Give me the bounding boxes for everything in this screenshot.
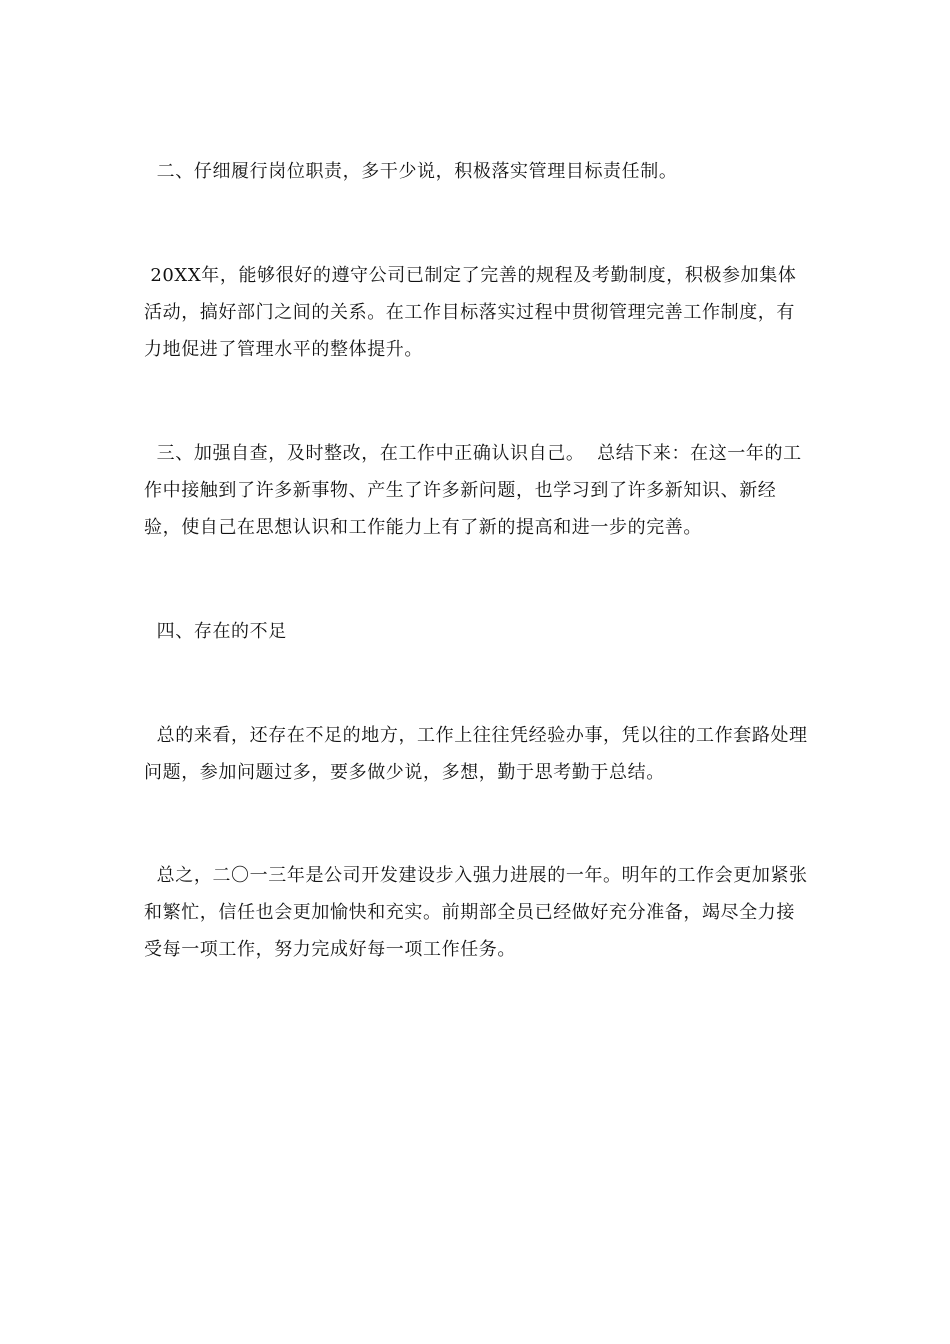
paragraph-conclusion: 总之，二〇一三年是公司开发建设步入强力进展的一年。明年的工作会更加紧张和繁忙，信任也会更加愉快和充实。前期部全员已经做好充分准备，竭尽全力接受每一项工作，努力完成好每一项工作任务。 [144, 865, 808, 960]
paragraph-self-inspection: 三、加强自查，及时整改，在工作中正确认识自己。 总结下来：在这一年的工作中接触到了许多新事物、产生了许多新问题，也学习到了许多新知识、新经验，使自己在思想认识和工作能力上有了新的提高和进一步的完善。 [144, 443, 802, 538]
paragraph-annual-compliance: 20XX年，能够很好的遵守公司已制定了完善的规程及考勤制度，积极参加集体活动，搞好部门之间的关系。在工作目标落实过程中贯彻管理完善工作制度，有力地促进了管理水平的整体提升。 [144, 265, 797, 360]
section-heading-duties: 二、仔细履行岗位职责，多干少说，积极落实管理目标责任制。 [144, 161, 678, 182]
section-heading-shortcomings: 四、存在的不足 [144, 621, 287, 642]
paragraph-shortcomings: 总的来看，还存在不足的地方，工作上往往凭经验办事，凭以往的工作套路处理问题，参加问题过多，要多做少说，多想，勤于思考勤于总结。 [144, 725, 808, 783]
